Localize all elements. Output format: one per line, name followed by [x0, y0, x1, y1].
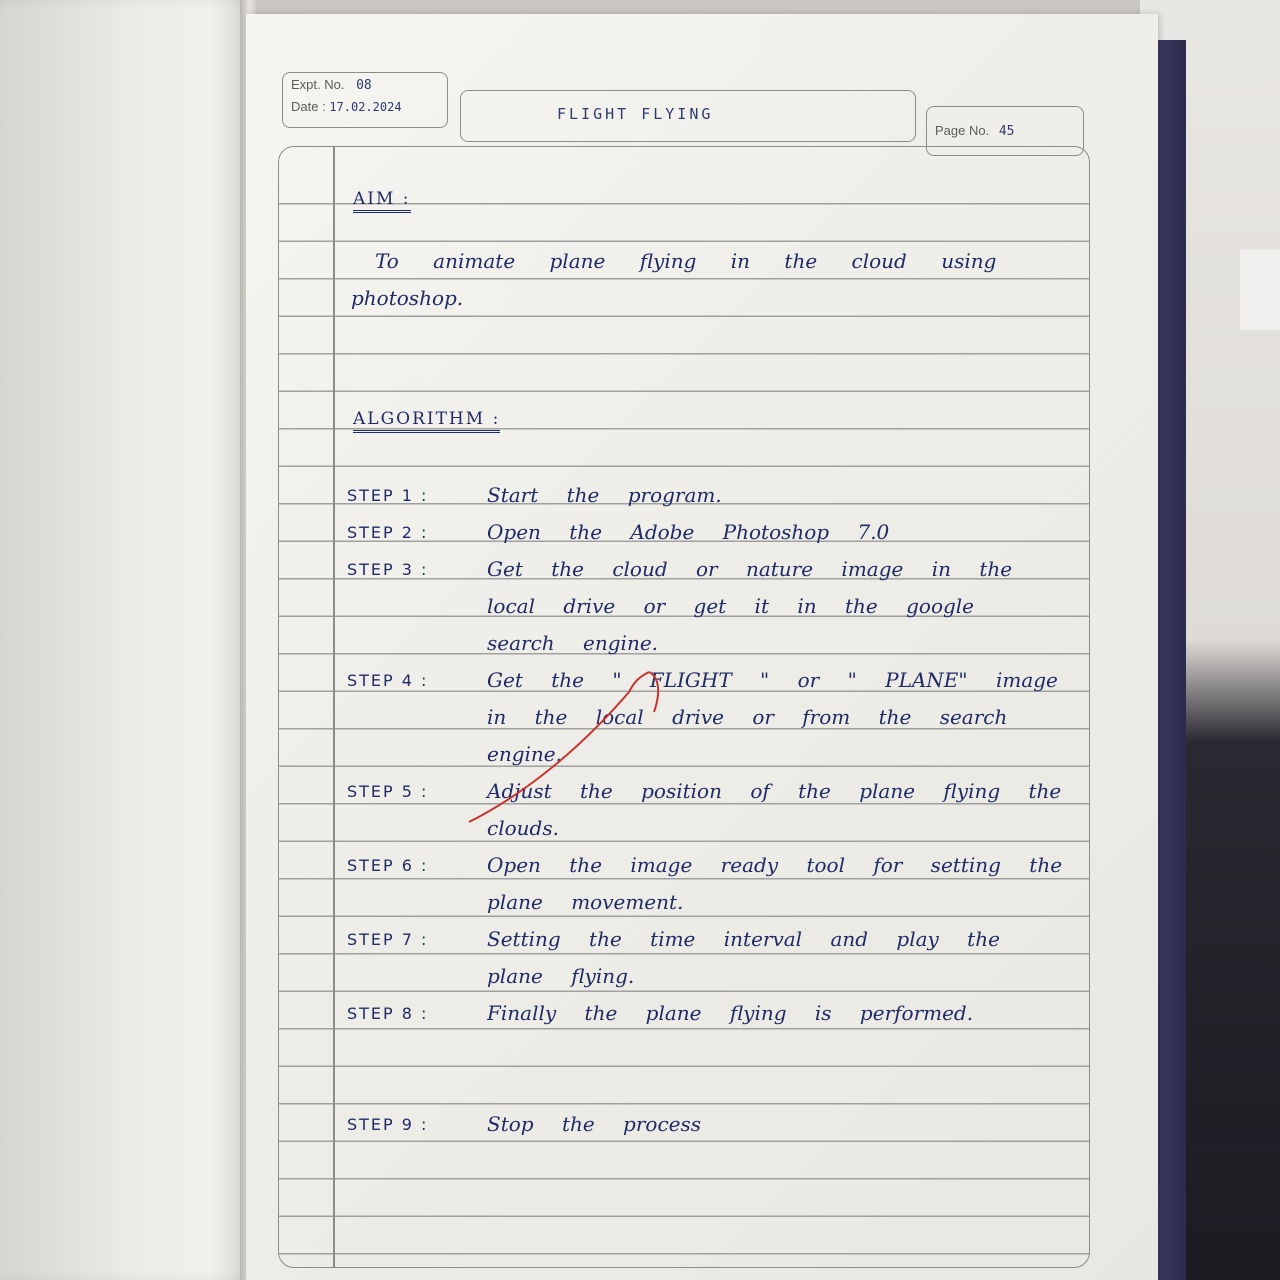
margin-line	[333, 147, 335, 1267]
step-item	[347, 514, 1087, 551]
date-value: 17.02.2024	[329, 100, 402, 114]
ruled-writing-area	[278, 146, 1090, 1268]
page-label: Page No.	[935, 123, 990, 138]
left-notebook-page	[0, 0, 246, 1280]
background-object	[1240, 250, 1280, 330]
algorithm-heading: ALGORITHM :	[353, 409, 500, 433]
aim-text: To animate plane flying in the cloud using photoshop.	[351, 249, 997, 310]
step-label: STEP 6 :	[347, 856, 429, 875]
step-item	[347, 477, 1087, 514]
step-text: Start the program.	[487, 483, 722, 507]
step-text: Get the " FLIGHT " or " PLANE" image in the local drive or from the search engine.	[487, 668, 1058, 766]
title-box	[460, 90, 916, 142]
experiment-info-box	[282, 72, 448, 128]
step-label: STEP 4 :	[347, 671, 429, 690]
expt-value: 08	[356, 78, 372, 93]
step-item	[347, 551, 1087, 662]
step-item	[347, 995, 1087, 1032]
date-label: Date :	[291, 99, 326, 114]
step-item	[347, 773, 1087, 847]
date-row	[291, 99, 402, 114]
step-text: Get the cloud or nature image in the local drive or get it in the google search engine.	[487, 557, 1013, 655]
step-text: Adjust the position of the plane flying the clouds.	[487, 779, 1062, 840]
handwritten-content	[341, 147, 1089, 1267]
step-text: Open the image ready tool for setting the plane movement.	[487, 853, 1063, 914]
step-label: STEP 8 :	[347, 1004, 429, 1023]
expt-number-row	[291, 77, 372, 93]
step-item	[347, 847, 1087, 921]
step-label: STEP 3 :	[347, 560, 429, 579]
record-page	[246, 14, 1158, 1280]
step-label: STEP 5 :	[347, 782, 429, 801]
step-label: STEP 1 :	[347, 486, 429, 505]
page-title: FLIGHT FLYING	[557, 105, 714, 123]
aim-heading: AIM :	[353, 189, 411, 213]
page-number-row	[935, 123, 1014, 139]
step-text: Finally the plane flying is performed.	[487, 1001, 974, 1025]
step-item	[347, 921, 1087, 995]
step-label: STEP 7 :	[347, 930, 429, 949]
step-text: Setting the time interval and play the plane flying.	[487, 927, 1000, 988]
step-item	[347, 1106, 1087, 1143]
expt-label: Expt. No.	[291, 77, 345, 92]
step-item	[347, 662, 1087, 773]
step-text: Open the Adobe Photoshop 7.0	[487, 520, 890, 544]
step-label: STEP 2 :	[347, 523, 429, 542]
page-value: 45	[998, 124, 1015, 139]
step-text: Stop the process	[487, 1112, 702, 1136]
step-label: STEP 9 :	[347, 1115, 429, 1134]
